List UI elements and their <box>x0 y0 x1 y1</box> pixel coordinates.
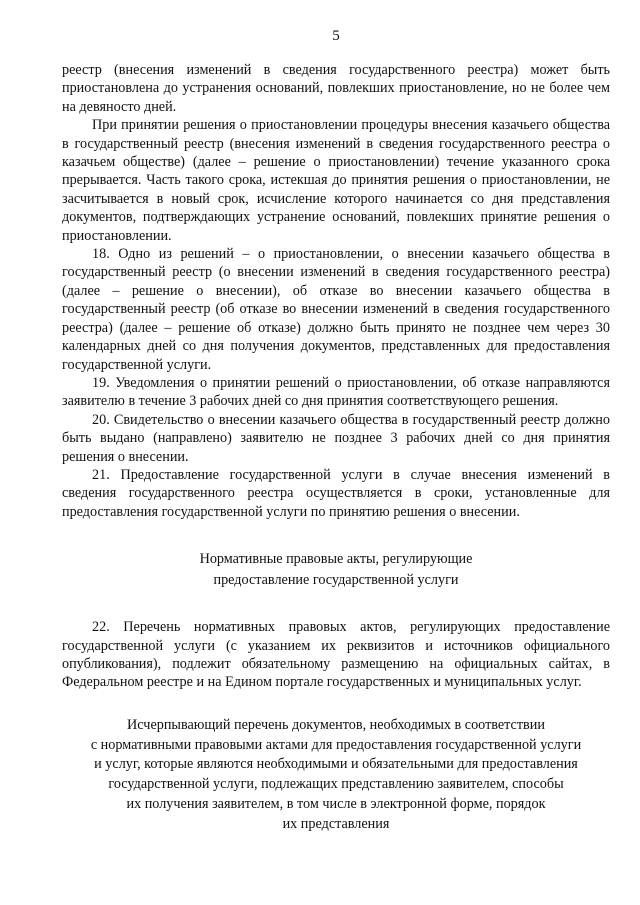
heading-line: Нормативные правовые акты, регулирующие <box>199 551 473 568</box>
paragraph-21: 21. Предоставление государственной услуги в случае внесения изменений в сведения государственного реестра осуществляется в сроки, установленные для предоставления государственной услуги по принятию решения о внесении. <box>62 466 610 520</box>
heading-line: предоставление государственной услуги <box>213 571 459 588</box>
heading-line: Исчерпывающий перечень документов, необходимых в соответствии <box>127 716 545 733</box>
heading-line: с нормативными правовыми актами для предоставления государственной услуги <box>90 736 582 753</box>
paragraph-19: 19. Уведомления о принятии решений о приостановлении, об отказе направляются заявителю в течение 3 рабочих дней со дня принятия соответствующего решения. <box>62 374 610 410</box>
paragraph-18: 18. Одно из решений – о приостановлении, о внесении казачьего общества в государственный реестр (о внесении изменений в сведения государственного реестра) (далее – решение о внесении), об отказе во внесении казачьего общества в государственный реестр (об отказе во внесении изменений в сведения государственного реестра) (далее – решение об отказе) должно быть принято не позднее чем через 30 календарных дней со дня получения документов, представленных для предоставления государственной услуги. <box>62 246 610 373</box>
paragraph-20: 20. Свидетельство о внесении казачьего общества в государственный реестр должно быть выдано (направлено) заявителю не позднее 3 рабочих дней со дня принятия решения о внесении. <box>62 411 610 465</box>
heading-line: государственной услуги, подлежащих представлению заявителем, способы <box>108 776 564 793</box>
section-heading-documents-list <box>62 716 610 835</box>
heading-line: и услуг, которые являются необходимыми и обязательными для предоставления <box>94 756 578 773</box>
paragraph-suspension-decision: При принятии решения о приостановлении процедуры внесения казачьего общества в государственный реестр (внесения изменений в сведения государственного реестра о казачьем обществе) (далее – решение о приостановлении) течение указанного срока прерывается. Часть такого срока, истекшая до принятия решения о приостановлении, не засчитывается в новый срок, исчисление которого начинается со дня представления документов, подтверждающих устранение оснований, повлекших принятие решения о приостановлении. <box>62 117 610 244</box>
paragraph-22: 22. Перечень нормативных правовых актов, регулирующих предоставление государственной услуги (с указанием их реквизитов и источников официального опубликования), подлежит обязательному размещению на официальных сайтах, в Федеральном реестре и на Едином портале государственных и муниципальных услуг. <box>62 619 610 691</box>
page-number: 5 <box>332 28 340 44</box>
section-heading-normative-acts <box>62 549 610 590</box>
heading-line: их получения заявителем, в том числе в электронной форме, порядок <box>126 795 546 812</box>
paragraph-continuation: реестр (внесения изменений в сведения государственного реестра) может быть приостановлена до устранения оснований, повлекших приостановление, но не более чем на девяносто дней. <box>62 62 610 115</box>
heading-line: их представления <box>282 815 390 832</box>
document-page <box>62 26 610 835</box>
